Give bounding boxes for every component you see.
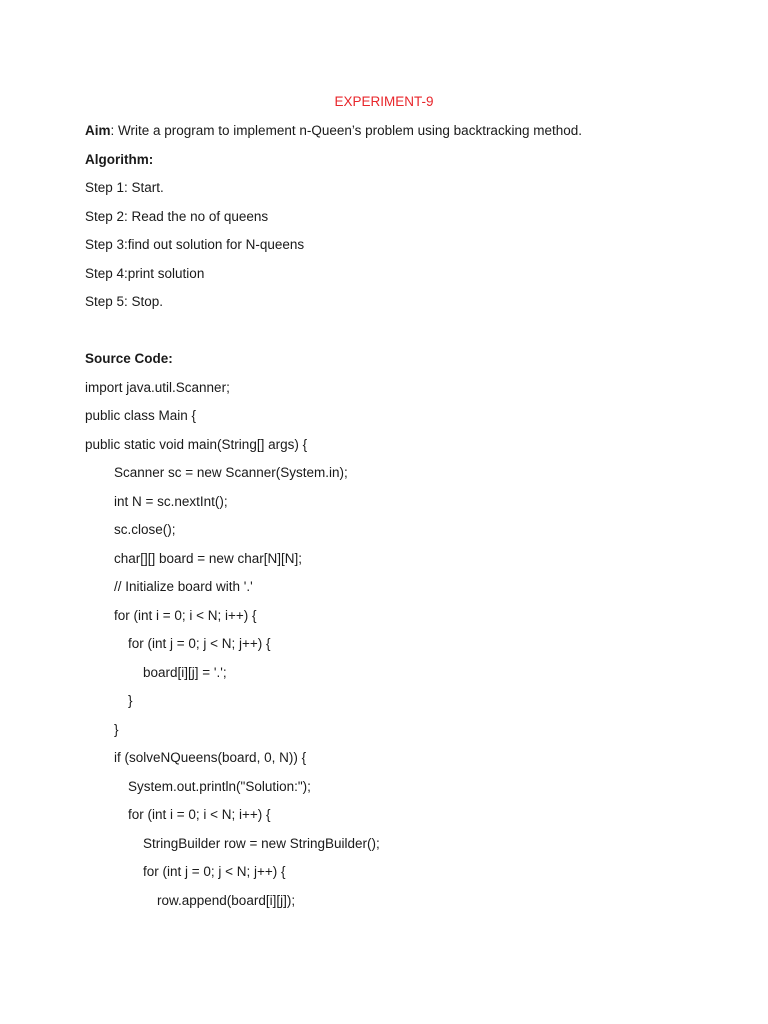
code-line: for (int i = 0; i < N; i++) { [128, 807, 271, 822]
algorithm-step: Step 3:find out solution for N-queens [85, 237, 305, 252]
aim-label: Aim [85, 123, 111, 138]
code-line: } [128, 693, 133, 708]
algorithm-step: Step 2: Read the no of queens [85, 208, 269, 224]
algorithm-step: Step 4:print solution [85, 265, 205, 281]
algorithm-step: Step 1: Start. [85, 180, 164, 195]
code-line: row.append(board[i][j]); [157, 892, 296, 908]
code-line: char[][] board = new char[N][N]; [114, 550, 302, 566]
code-line: System.out.println("Solution:"); [128, 778, 311, 794]
code-line: Scanner sc = new Scanner(System.in); [114, 465, 348, 480]
code-line: StringBuilder row = new StringBuilder(); [143, 835, 380, 851]
document-body [85, 122, 725, 920]
code-line: board[i][j] = '.'; [143, 664, 227, 680]
algorithm-heading: Algorithm: [85, 151, 154, 167]
code-line: public class Main { [85, 408, 197, 423]
code-line: } [114, 721, 119, 737]
code-line: for (int j = 0; j < N; j++) { [128, 636, 271, 651]
aim-line [85, 122, 725, 151]
code-line: for (int j = 0; j < N; j++) { [143, 864, 286, 879]
code-line: sc.close(); [114, 522, 176, 537]
code-line: // Initialize board with '.' [114, 579, 253, 594]
aim-text: : Write a program to implement n-Queen’s problem using backtracking method. [110, 123, 582, 138]
spacer [85, 322, 725, 351]
source-code-heading: Source Code: [85, 351, 173, 366]
code-line: int N = sc.nextInt(); [114, 493, 228, 509]
experiment-title: EXPERIMENT-9 [334, 94, 434, 109]
code-line: if (solveNQueens(board, 0, N)) { [114, 750, 307, 765]
algorithm-step: Step 5: Stop. [85, 294, 164, 309]
code-line: public static void main(String[] args) { [85, 436, 308, 452]
code-line: import java.util.Scanner; [85, 379, 230, 395]
code-line: for (int i = 0; i < N; i++) { [114, 607, 257, 623]
